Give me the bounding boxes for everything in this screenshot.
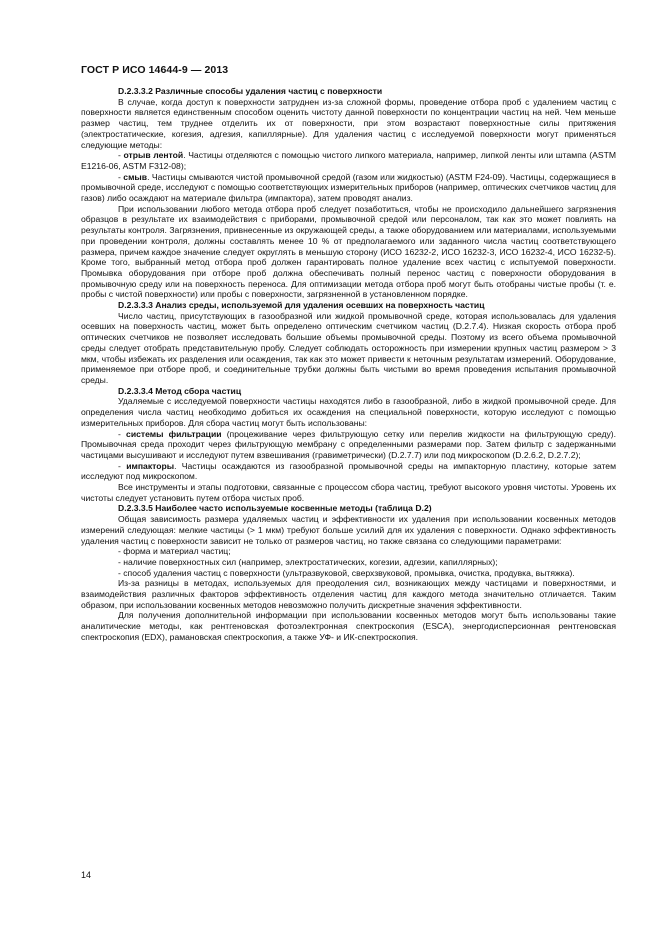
list-text: . Частицы отделяются с помощью чистого липкого материала, например, липкой ленты или штампа (ASTM E1216-06, ASTM F312-08); [81, 150, 616, 171]
list-marker: - [118, 428, 127, 439]
list-item [81, 429, 616, 461]
section-heading: D.2.3.3.5 Наиболее часто используемые косвенные методы (таблица D.2) [118, 503, 432, 514]
paragraph: Общая зависимость размера удаляемых частиц и эффективности их удаления при использовании косвенных методов измерений следующая: мелкие частицы (> 1 мкм) требуют больше усилий для их удаления с поверхности. Однако эффективность удаления частиц с поверхности зависит не только от размеров частиц, но также связана со следующими параметрами: [81, 514, 616, 546]
page-header: ГОСТ Р ИСО 14644-9 — 2013 [81, 64, 229, 76]
paragraph: Для получения дополнительной информации при использовании косвенных методов могут быть использованы такие аналитические методы, как рентгеновская фотоэлектронная спектроскопия (ESCA), энергодисперсионная рентгеновская спектроскопия (EDX), рамановская спектроскопия, а также УФ- и ИК-спектроскопия. [81, 610, 616, 642]
list-marker: - [118, 150, 124, 161]
paragraph: Число частиц, присутствующих в газообразной или жидкой промывочной среде, которая использовалась для удаления осевших на поверхность частиц, может быть определено оптическим счетчиком частиц (D.2.7.4). Низкая скорость отбора проб оптических счетчиков не позволяет исследовать большие объемы промывочной среды. Поэтому из всего объема промывочной среды следует отобрать представительную пробу. Следует соблюдать осторожность при измерении крупных частиц размером > 3 мкм, чтобы избежать их разделения или осаждения, так как это может привести к неточным результатам измерений. Оборудование, применяемое при отборе проб, и соединительные трубки должны быть чистыми во время проведения испытания промывочной среды. [81, 310, 616, 385]
list-term: отрыв лентой [123, 150, 184, 161]
list-term: смыв [123, 171, 148, 182]
paragraph: Удаляемые с исследуемой поверхности частицы находятся либо в газообразной, либо в жидкой промывочной среде. Для определения числа частиц необходимо добиться их осаждения на специальной поверхности, которую исследуют с помощью измерительных приборов. Для сбора частиц могут быть использованы: [81, 396, 616, 428]
list-item [81, 150, 616, 171]
list-term: импакторы [126, 460, 175, 471]
page-number: 14 [81, 870, 92, 880]
paragraph: В случае, когда доступ к поверхности затруднен из-за сложной формы, проведение отбора проб с удалением частиц с поверхности является единственным способом оценить чистоту данной поверхности по концентрации частиц на ней. Чем меньше размер частиц, тем труднее отделить их от поверхности, при этом возрастают поверхностные силы притяжения (электростатические, когезия, адгезия, капиллярные). Для удаления частиц с исследуемой поверхности могут применяться следующие методы: [81, 96, 616, 150]
list-text: (процеживание через фильтрующую сетку или перелив жидкости на фильтрующую среду). Промывочная среда проходит через фильтрующую мембрану с определенными размерами пор. Затем фильтр с задержанными частицами высушивают и исследуют путем взвешивания (гравиметрически) (D.2.7.7) или под микроскопом (D.2.6.2, D.2.7.2); [81, 428, 617, 460]
list-item: - способ удаления частиц с поверхности (ультразвуковой, сверхзвуковой, промывка, очистка, продувка, вытяжка). [118, 567, 575, 578]
list-text: . Частицы осаждаются из газообразной промывочной среды на импакторную пластину, которые затем исследуют под микроскопом. [81, 460, 616, 482]
list-marker: - [118, 171, 124, 182]
section-heading: D.2.3.3.3 Анализ среды, используемой для удаления осевших на поверхность частиц [118, 300, 485, 311]
section-heading: D.2.3.3.4 Метод сбора частиц [118, 385, 242, 396]
list-marker: - [118, 460, 127, 471]
list-item [81, 172, 616, 204]
paragraph: При использовании любого метода отбора проб следует позаботиться, чтобы не происходило дальнейшего загрязнения образцов в результате их взаимодействия с приборами, промывочной средой или персоналом, так как это может повлиять на результаты контроля. Загрязнения, привнесенные из окружающей среды, а также оборудованием или материалами, используемыми при проведении контроля, должны составлять менее 10 % от предполагаемого или заданного числа частиц соответствующего размера, причем каждое значение следует округлять в меньшую сторону (ИСО 16232-2, ИСО 16232-3, ИСО 16232-4, ИСО 16232-5). Кроме того, выбранный метод отбора проб должен гарантировать полное удаление всех частиц с испытуемой поверхности. Промывка оборудования при отборе проб должна обеспечивать полный перенос частиц с поверхности оборудования в промывочную среду или на поверхность переноса. Для оптимизации метода отбора проб могут быть отобраны чистые пробы (т. е. пробы с чистой поверхности) или пробы с поверхности, загрязненной в установленном порядке. [81, 203, 616, 300]
page-body [81, 86, 616, 643]
list-item: - наличие поверхностных сил (например, электростатических, когезии, адгезии, капиллярных); [118, 556, 498, 567]
list-item: - форма и материал частиц; [118, 546, 231, 557]
paragraph: Все инструменты и этапы подготовки, связанные с процессом сбора частиц, требуют высокого уровня чистоты. Уровень их чистоты следует установить путем отбора чистых проб. [81, 482, 616, 503]
section-heading: D.2.3.3.2 Различные способы удаления частиц с поверхности [118, 86, 383, 96]
list-item [81, 461, 616, 482]
list-text: . Частицы смываются чистой промывочной средой (газом или жидкостью) (ASTM F24-09). Частицы, содержащиеся в промывочной среде, исследуют с помощью соответствующих измерительных приборов (например, оптических счетчиков частиц для газов) либо осаждают на материале фильтра (импактора), затем проводят анализ. [81, 171, 616, 204]
list-term: системы фильтрации [126, 428, 222, 439]
paragraph: Из-за разницы в методах, используемых для преодоления сил, возникающих между частицами и поверхностями, и взаимодействия различных факторов эффективность отделения частиц для каждого метода значительно отличается. Таким образом, при использовании косвенных методов невозможно получить дискретные значения эффективности. [81, 578, 616, 610]
